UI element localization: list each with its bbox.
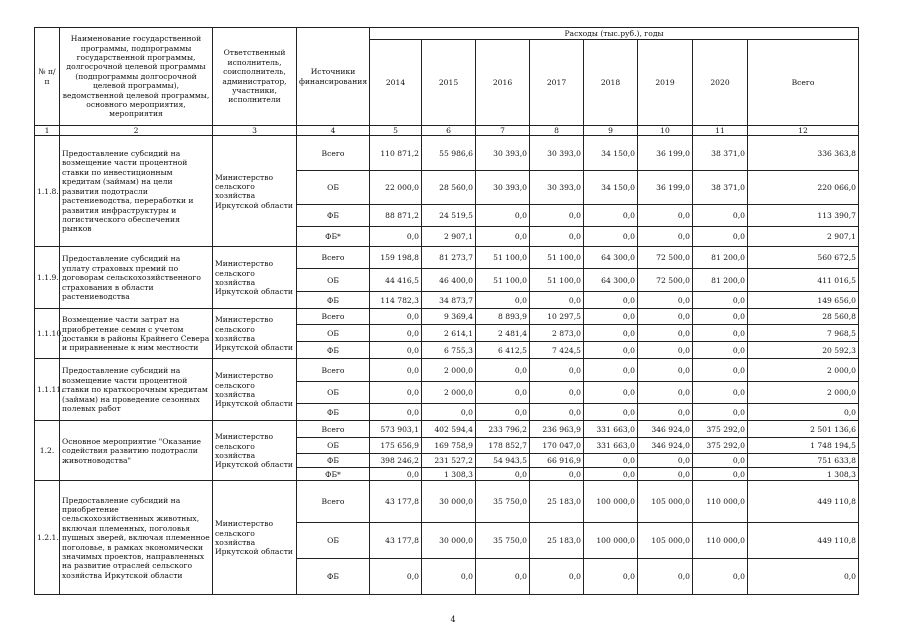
year-value: 0,0 — [693, 359, 748, 382]
year-value: 0,0 — [638, 325, 693, 342]
year-value: 51 100,0 — [476, 269, 530, 292]
year-value: 2 000,0 — [422, 382, 476, 404]
year-value: 0,0 — [370, 227, 422, 247]
year-value: 34 873,7 — [422, 292, 476, 309]
year-header: 2017 — [530, 40, 584, 126]
total-value: 449 110,8 — [748, 481, 859, 523]
year-value: 110 871,2 — [370, 136, 422, 171]
responsible-executor: Министерство сельского хозяйства Иркутской области — [213, 481, 297, 595]
total-value: 149 656,0 — [748, 292, 859, 309]
year-value: 375 292,0 — [693, 438, 748, 454]
year-value: 0,0 — [530, 227, 584, 247]
year-value: 10 297,5 — [530, 309, 584, 325]
year-value: 64 300,0 — [584, 269, 638, 292]
header-row — [35, 28, 859, 40]
year-value: 0,0 — [638, 559, 693, 595]
year-value: 43 177,8 — [370, 481, 422, 523]
year-value: 34 150,0 — [584, 171, 638, 205]
funding-source: ФБ* — [297, 468, 370, 481]
year-value: 0,0 — [530, 559, 584, 595]
funding-source: ОБ — [297, 269, 370, 292]
year-value: 51 100,0 — [530, 269, 584, 292]
year-value: 2 873,0 — [530, 325, 584, 342]
row-number: 1.1.9. — [35, 247, 60, 309]
total-value: 1 748 194,5 — [748, 438, 859, 454]
column-number: 8 — [530, 126, 584, 136]
funding-source: ФБ — [297, 205, 370, 227]
year-value: 402 594,4 — [422, 421, 476, 438]
year-value: 233 796,2 — [476, 421, 530, 438]
year-value: 0,0 — [584, 309, 638, 325]
total-value: 2 501 136,6 — [748, 421, 859, 438]
measure-name: Основное мероприятие "Оказание содействия развитию подотрасли животноводства" — [60, 421, 213, 481]
year-value: 0,0 — [693, 559, 748, 595]
year-value: 331 663,0 — [584, 438, 638, 454]
year-value: 0,0 — [370, 468, 422, 481]
year-value: 72 500,0 — [638, 247, 693, 269]
responsible-executor: Министерство сельского хозяйства Иркутской области — [213, 136, 297, 247]
measure-name: Предоставление субсидий на приобретение сельскохозяйственных животных, включая племенных, поголовья пушных зверей, включая племенное поголовье, в рамках экономически значимых проектов, направленных на развитие отраслей сельского хозяйства Иркутской области — [60, 481, 213, 595]
measure-name: Предоставление субсидий на возмещение части процентной ставки по краткосрочным кредитам (займам) на проведение сезонных полевых работ — [60, 359, 213, 421]
total-value: 0,0 — [748, 559, 859, 595]
column-number: 5 — [370, 126, 422, 136]
header-name: Наименование государственной программы, подпрограммы государственной программы, долгосрочной целевой программы (подпрограммы долгосрочной целевой программы), ведомственной целевой программы, основного мероприятия, мероприятия — [60, 28, 213, 126]
funding-source: Всего — [297, 359, 370, 382]
header-source: Источники финансирования — [297, 28, 370, 126]
total-value: 336 363,8 — [748, 136, 859, 171]
year-value: 38 371,0 — [693, 136, 748, 171]
total-value: 220 066,0 — [748, 171, 859, 205]
total-value: 560 672,5 — [748, 247, 859, 269]
responsible-executor: Министерство сельского хозяйства Иркутской области — [213, 247, 297, 309]
year-value: 0,0 — [370, 342, 422, 359]
year-value: 178 852,7 — [476, 438, 530, 454]
responsible-executor: Министерство сельского хозяйства Иркутской области — [213, 309, 297, 359]
column-number: 3 — [213, 126, 297, 136]
year-value: 346 924,0 — [638, 438, 693, 454]
year-value: 54 943,5 — [476, 454, 530, 468]
year-value: 0,0 — [638, 309, 693, 325]
year-value: 110 000,0 — [693, 523, 748, 559]
year-value: 81 273,7 — [422, 247, 476, 269]
total-value: 2 907,1 — [748, 227, 859, 247]
total-value: 751 633,8 — [748, 454, 859, 468]
year-value: 170 047,0 — [530, 438, 584, 454]
year-value: 100 000,0 — [584, 523, 638, 559]
year-value: 236 963,9 — [530, 421, 584, 438]
year-value: 9 369,4 — [422, 309, 476, 325]
column-number: 2 — [60, 126, 213, 136]
total-header: Всего — [748, 40, 859, 126]
year-value: 0,0 — [476, 404, 530, 421]
year-value: 573 903,1 — [370, 421, 422, 438]
year-value: 0,0 — [693, 205, 748, 227]
year-value: 331 663,0 — [584, 421, 638, 438]
year-value: 0,0 — [476, 382, 530, 404]
year-value: 105 000,0 — [638, 481, 693, 523]
year-value: 2 614,1 — [422, 325, 476, 342]
year-value: 2 481,4 — [476, 325, 530, 342]
year-value: 0,0 — [638, 468, 693, 481]
row-number: 1.2.1. — [35, 481, 60, 595]
year-value: 0,0 — [693, 227, 748, 247]
year-value: 0,0 — [370, 382, 422, 404]
year-value: 0,0 — [584, 559, 638, 595]
year-header: 2019 — [638, 40, 693, 126]
year-value: 0,0 — [476, 292, 530, 309]
year-value: 169 758,9 — [422, 438, 476, 454]
year-value: 0,0 — [584, 359, 638, 382]
funding-source: ФБ — [297, 559, 370, 595]
total-value: 449 110,8 — [748, 523, 859, 559]
measure-name: Возмещение части затрат на приобретение семян с учетом доставки в районы Крайнего Севера и приравненные к ним местности — [60, 309, 213, 359]
year-value: 44 416,5 — [370, 269, 422, 292]
year-header: 2018 — [584, 40, 638, 126]
measure-name: Предоставление субсидий на возмещение части процентной ставки по инвестиционным кредитам (займам) на цели развития подотрасли растениеводства, переработки и развития инфраструктуры и логистического обеспечения рынков — [60, 136, 213, 247]
year-value: 51 100,0 — [530, 247, 584, 269]
year-value: 22 000,0 — [370, 171, 422, 205]
year-value: 6 412,5 — [476, 342, 530, 359]
header-expenses: Расходы (тыс.руб.), годы — [370, 28, 859, 40]
column-number: 1 — [35, 126, 60, 136]
year-value: 8 893,9 — [476, 309, 530, 325]
table-row — [35, 309, 859, 325]
year-value: 72 500,0 — [638, 269, 693, 292]
year-value: 35 750,0 — [476, 481, 530, 523]
year-value: 6 755,3 — [422, 342, 476, 359]
year-value: 0,0 — [638, 404, 693, 421]
year-value: 0,0 — [584, 227, 638, 247]
total-value: 28 560,8 — [748, 309, 859, 325]
funding-source: ФБ — [297, 404, 370, 421]
year-value: 25 183,0 — [530, 523, 584, 559]
row-number: 1.1.8. — [35, 136, 60, 247]
column-number: 11 — [693, 126, 748, 136]
year-value: 0,0 — [693, 454, 748, 468]
year-value: 88 871,2 — [370, 205, 422, 227]
year-value: 0,0 — [693, 325, 748, 342]
year-value: 30 393,0 — [530, 171, 584, 205]
year-value: 114 782,3 — [370, 292, 422, 309]
year-value: 175 656,9 — [370, 438, 422, 454]
year-value: 346 924,0 — [638, 421, 693, 438]
year-value: 0,0 — [638, 359, 693, 382]
year-value: 30 393,0 — [476, 171, 530, 205]
funding-source: ФБ — [297, 454, 370, 468]
responsible-executor: Министерство сельского хозяйства Иркутской области — [213, 421, 297, 481]
year-value: 36 199,0 — [638, 171, 693, 205]
column-number: 4 — [297, 126, 370, 136]
funding-source: Всего — [297, 309, 370, 325]
page-number: 4 — [450, 615, 456, 624]
year-value: 375 292,0 — [693, 421, 748, 438]
responsible-executor: Министерство сельского хозяйства Иркутской области — [213, 359, 297, 421]
row-number: 1.1.11. — [35, 359, 60, 421]
year-value: 0,0 — [530, 359, 584, 382]
row-number: 1.1.10. — [35, 309, 60, 359]
column-number: 6 — [422, 126, 476, 136]
year-value: 0,0 — [584, 454, 638, 468]
total-value: 2 000,0 — [748, 359, 859, 382]
year-value: 105 000,0 — [638, 523, 693, 559]
year-value: 0,0 — [422, 559, 476, 595]
year-value: 0,0 — [476, 227, 530, 247]
year-value: 0,0 — [584, 205, 638, 227]
year-value: 46 400,0 — [422, 269, 476, 292]
column-number: 10 — [638, 126, 693, 136]
year-value: 2 000,0 — [422, 359, 476, 382]
year-value: 0,0 — [638, 227, 693, 247]
year-value: 51 100,0 — [476, 247, 530, 269]
year-value: 43 177,8 — [370, 523, 422, 559]
year-value: 231 527,2 — [422, 454, 476, 468]
year-value: 0,0 — [584, 404, 638, 421]
funding-source: Всего — [297, 247, 370, 269]
year-value: 0,0 — [584, 468, 638, 481]
funding-source: Всего — [297, 136, 370, 171]
year-value: 55 986,6 — [422, 136, 476, 171]
header-responsible: Ответственный исполнитель, соисполнитель, администратор, участники, исполнители — [213, 28, 297, 126]
column-numbers-row — [35, 126, 859, 136]
year-value: 0,0 — [693, 342, 748, 359]
year-value: 0,0 — [584, 292, 638, 309]
year-value: 0,0 — [422, 404, 476, 421]
year-value: 0,0 — [476, 205, 530, 227]
funding-source: ФБ* — [297, 227, 370, 247]
total-value: 7 968,5 — [748, 325, 859, 342]
year-value: 100 000,0 — [584, 481, 638, 523]
year-value: 0,0 — [638, 382, 693, 404]
year-value: 0,0 — [693, 309, 748, 325]
year-value: 0,0 — [693, 292, 748, 309]
year-value: 35 750,0 — [476, 523, 530, 559]
year-header: 2015 — [422, 40, 476, 126]
year-value: 30 000,0 — [422, 523, 476, 559]
measure-name: Предоставление субсидий на уплату страховых премий по договорам сельскохозяйственного страхования в области растениеводства — [60, 247, 213, 309]
header-num: № п/п — [35, 28, 60, 126]
financing-table — [34, 27, 859, 595]
year-value: 81 200,0 — [693, 247, 748, 269]
total-value: 20 592,3 — [748, 342, 859, 359]
year-value: 0,0 — [370, 404, 422, 421]
column-number: 7 — [476, 126, 530, 136]
total-value: 2 000,0 — [748, 382, 859, 404]
year-value: 398 246,2 — [370, 454, 422, 468]
year-value: 30 393,0 — [530, 136, 584, 171]
year-header: 2020 — [693, 40, 748, 126]
table-row — [35, 359, 859, 382]
year-value: 25 183,0 — [530, 481, 584, 523]
year-value: 0,0 — [476, 559, 530, 595]
year-value: 0,0 — [370, 309, 422, 325]
year-value: 0,0 — [584, 342, 638, 359]
funding-source: Всего — [297, 421, 370, 438]
column-number: 9 — [584, 126, 638, 136]
year-value: 28 560,0 — [422, 171, 476, 205]
table-row — [35, 247, 859, 269]
funding-source: Всего — [297, 481, 370, 523]
year-header: 2016 — [476, 40, 530, 126]
year-value: 7 424,5 — [530, 342, 584, 359]
funding-source: ОБ — [297, 382, 370, 404]
year-value: 0,0 — [370, 325, 422, 342]
table-row — [35, 481, 859, 523]
table-row — [35, 136, 859, 171]
year-header: 2014 — [370, 40, 422, 126]
year-value: 1 308,3 — [422, 468, 476, 481]
table-row — [35, 421, 859, 438]
year-value: 0,0 — [693, 404, 748, 421]
year-value: 0,0 — [638, 292, 693, 309]
funding-source: ОБ — [297, 438, 370, 454]
funding-source: ФБ — [297, 292, 370, 309]
year-value: 0,0 — [638, 342, 693, 359]
funding-source: ОБ — [297, 325, 370, 342]
year-value: 66 916,9 — [530, 454, 584, 468]
total-value: 411 016,5 — [748, 269, 859, 292]
year-value: 110 000,0 — [693, 481, 748, 523]
year-value: 30 393,0 — [476, 136, 530, 171]
year-value: 0,0 — [530, 382, 584, 404]
year-value: 0,0 — [638, 454, 693, 468]
year-value: 30 000,0 — [422, 481, 476, 523]
funding-source: ОБ — [297, 523, 370, 559]
year-value: 0,0 — [476, 468, 530, 481]
funding-source: ОБ — [297, 171, 370, 205]
year-value: 0,0 — [530, 292, 584, 309]
total-value: 0,0 — [748, 404, 859, 421]
year-value: 159 198,8 — [370, 247, 422, 269]
year-value: 0,0 — [370, 359, 422, 382]
year-value: 38 371,0 — [693, 171, 748, 205]
year-value: 0,0 — [693, 468, 748, 481]
column-number: 12 — [748, 126, 859, 136]
year-value: 0,0 — [584, 325, 638, 342]
year-value: 36 199,0 — [638, 136, 693, 171]
year-value: 0,0 — [476, 359, 530, 382]
row-number: 1.2. — [35, 421, 60, 481]
year-value: 0,0 — [584, 382, 638, 404]
total-value: 1 308,3 — [748, 468, 859, 481]
year-value: 0,0 — [370, 559, 422, 595]
year-value: 64 300,0 — [584, 247, 638, 269]
year-value: 34 150,0 — [584, 136, 638, 171]
year-value: 0,0 — [693, 382, 748, 404]
year-value: 0,0 — [530, 468, 584, 481]
funding-source: ФБ — [297, 342, 370, 359]
year-value: 0,0 — [638, 205, 693, 227]
year-value: 2 907,1 — [422, 227, 476, 247]
year-value: 24 519,5 — [422, 205, 476, 227]
year-value: 81 200,0 — [693, 269, 748, 292]
total-value: 113 390,7 — [748, 205, 859, 227]
year-value: 0,0 — [530, 205, 584, 227]
year-value: 0,0 — [530, 404, 584, 421]
